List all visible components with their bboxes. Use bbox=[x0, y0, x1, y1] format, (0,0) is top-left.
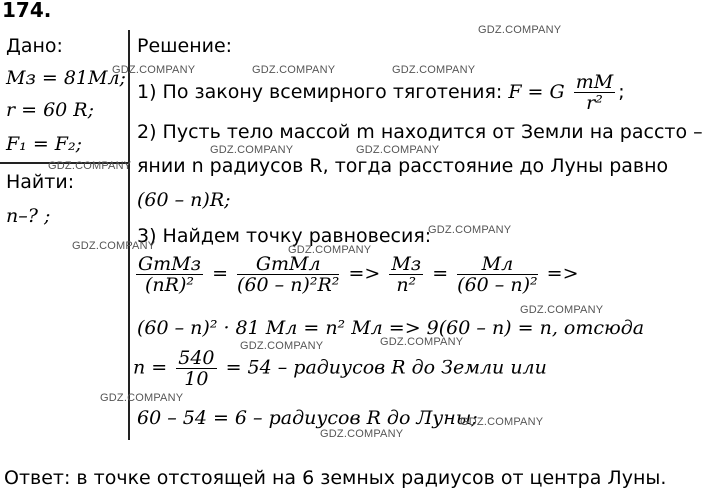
given-distance: r = 60 R; bbox=[6, 99, 95, 121]
watermark: GDZ.COMPANY bbox=[210, 144, 294, 156]
equation-expanded: (60 – n)² · 81 Mл = n² Mл => 9(60 – n) = n, отсюда bbox=[137, 317, 645, 339]
vertical-divider bbox=[128, 30, 130, 440]
watermark: GDZ.COMPANY bbox=[252, 64, 336, 76]
watermark: GDZ.COMPANY bbox=[112, 64, 196, 76]
watermark: GDZ.COMPANY bbox=[460, 416, 544, 428]
watermark: GDZ.COMPANY bbox=[320, 428, 404, 440]
watermark: GDZ.COMPANY bbox=[240, 340, 324, 352]
watermark: GDZ.COMPANY bbox=[428, 224, 512, 236]
step2-line2: янии n радиусов R, тогда расстояние до Луны равно bbox=[137, 155, 669, 177]
step3-heading: 3) Найдем точку равновесия: bbox=[137, 225, 432, 247]
watermark: GDZ.COMPANY bbox=[478, 24, 562, 36]
find-heading: Найти: bbox=[6, 171, 75, 193]
fraction-mass-earth: $\frac{Mз}{\text{n²}}$ bbox=[391, 253, 422, 296]
fraction-result: $\frac{540}{10}$ bbox=[178, 347, 215, 390]
watermark: GDZ.COMPANY bbox=[520, 304, 604, 316]
watermark: GDZ.COMPANY bbox=[356, 144, 440, 156]
find-value: n–? ; bbox=[6, 205, 51, 227]
fraction-moon: $\frac{\text{GmMл}}{\text{(60 – n)²R²}}$ bbox=[237, 253, 340, 296]
given-mass-ratio: Mз = 81Mл; bbox=[6, 67, 126, 89]
watermark: GDZ.COMPANY bbox=[380, 336, 464, 348]
watermark: GDZ.COMPANY bbox=[100, 392, 184, 404]
equilibrium-equation: $\frac{\text{GmMз}}{\text{(nR)²}}$ = $\frac{\text{GmMл}}{\text{(60 – n)²R²}}$ => $\frac{Mз}{\text{n²}}$ = $\frac{Mл}{\text{(60 – n)²}}$ => bbox=[138, 253, 579, 296]
fraction-mass-moon: $\frac{Mл}{\text{(60 – n)²}}$ bbox=[457, 253, 538, 296]
given-heading: Дано: bbox=[6, 35, 63, 57]
watermark: GDZ.COMPANY bbox=[72, 240, 156, 252]
answer: Ответ: в точке отстоящей на 6 земных радиусов от центра Луны. bbox=[4, 467, 667, 489]
solution-heading: Решение: bbox=[137, 35, 233, 57]
watermark: GDZ.COMPANY bbox=[288, 244, 372, 256]
step1-fraction: $\frac{mM}{\text{r²}}$ bbox=[575, 71, 614, 114]
step2-line1: 2) Пусть тело массой m находится от Земли на рассто – bbox=[137, 121, 703, 143]
problem-number: 174. bbox=[2, 0, 52, 22]
given-forces: F₁ = F₂; bbox=[6, 133, 82, 155]
fraction-earth: $\frac{\text{GmMз}}{\text{(nR)²}}$ bbox=[138, 253, 202, 296]
equation-result: n = $\frac{540}{10}$ = 54 – радиусов R до Земли или bbox=[133, 347, 547, 390]
step1: 1) По закону всемирного тяготения: F = G $\frac{mM}{\text{r²}}$ ; bbox=[137, 71, 625, 114]
equation-moon-distance: 60 – 54 = 6 – радиусов R до Луны; bbox=[137, 407, 478, 429]
watermark: GDZ.COMPANY bbox=[48, 160, 132, 172]
watermark: GDZ.COMPANY bbox=[392, 64, 476, 76]
step2-line3: (60 – n)R; bbox=[137, 189, 231, 211]
